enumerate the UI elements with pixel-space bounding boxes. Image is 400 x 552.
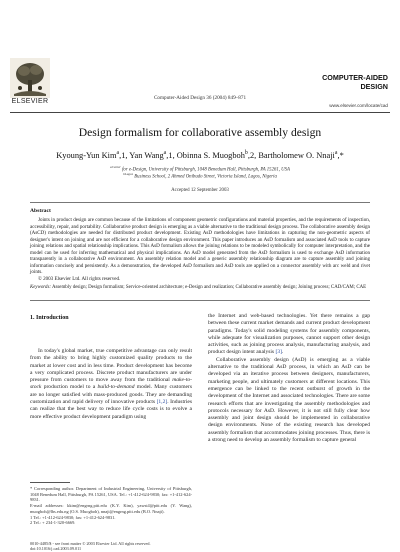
paper-title: Design formalism for collaborative assembly design <box>78 126 322 139</box>
keywords <box>30 285 370 291</box>
intro-p1-emph: make-to-stock <box>30 377 192 391</box>
journal-name-line1: COMPUTER-AIDED <box>322 73 388 82</box>
citation-link[interactable]: [3] <box>275 349 282 356</box>
abstract-top-divider <box>30 202 370 203</box>
section-heading-introduction: 1. Introduction <box>30 315 69 321</box>
footnote-email: E-mail addresses: kkim@engrng.pitt.edu (K.Y. Kim), yawst4@pitt.edu (Y. Wang), muogboh@lbs.edu.ng (O.S. Muogboh), nnaji@engrng.pitt.edu (B.O. Nnaji). <box>30 503 192 514</box>
body-column-left <box>30 348 192 421</box>
author-list: Kyoung-Yun Kim$^a$,1, Yan Wang$^a$,1, Obinna S. Muogboh$^b$,2, Bartholomew O. Nnaji$^a$,* <box>56 150 344 160</box>
body-column-right <box>208 313 370 444</box>
footnote-2: 2 Tel.: + 234-1-320-6669. <box>30 520 76 526</box>
citation-link[interactable]: [1,2] <box>156 399 168 406</box>
intro-p1c-part: the Internet and web-based technologies. Yet there remains a gap between these current market demands and current product development paradigms. Today's solid modeling systems for assembly components, while adequate for visualization purposes, cannot support other design activities, such as joining process analysis, manufacturing analysis, and product design intent analysis <box>208 313 370 356</box>
accepted-date: Accepted 12 September 2003 <box>171 188 229 193</box>
keywords-text: Assembly design; Design formalism; Service-oriented architecture; e-Design and realization; Collaborative assembly design; Joining process; CAD/CAM; CAE <box>51 285 367 290</box>
journal-citation: Computer-Aided Design 36 (2004) 849–871 <box>153 95 247 101</box>
affiliation-b: $^{bLagos}$ Business School, 2 Ahmed Onibudo Street, Victoria Island, Lagos, Nigeria <box>123 172 277 180</box>
footnote-1: 1 Tel.: +1-412-624-9830; fax: +1-412-624-9831. <box>30 514 116 520</box>
header-divider <box>10 112 390 113</box>
abstract-text: Joints in product design are common because of the limitations of component geometric configurations and material properties, and the requirements of inspection, accessibility, repair, and portability. Collaborative product design is emerging as a viable alternative to the traditional design process. The collaborative assembly design (AsCD) methodologies are needed for distributed product development. Existing AsD methodologies have limitations in capturing the non-geometric aspects of designer's intent on joining and are not efficient for a collaborative design environment. This paper introduces an AsD formalism and associated AsD tools to capture joining relations and spatial relationship implications. This AsD formalism allows the joining relations to be modeled symbolically for computer interpretation, and the model can be used for inferring mathematical and physical implications. An AsD model generated from the AsD formalism is used to exchange AsD information transparently in a collaborative AsD environment. An assembly relation model and a generic assembly relationship diagram are to capture assembly and joining information concisely and persistently. As a demonstration, the developed AsD formalism and AsD tools are applied on a connector assembly with arc weld and rivet joints. <box>30 217 370 275</box>
footnote-corresponding: * Corresponding author. Department of Industrial Engineering, University of Pittsburgh, 1048 Benedum Hall, Pittsburgh, PA 15261, USA. Tel.: +1-412-624-9830; fax: +1-412-624-9831. <box>30 486 192 503</box>
intro-paragraph-1 <box>30 348 192 421</box>
intro-p1-part: model. Many customers are no longer satisfied with mass-produced goods. They are demanding customization and rapid delivery of innovative products <box>30 384 193 406</box>
elsevier-tree-logo-icon <box>10 58 50 98</box>
footnote-divider <box>30 482 70 483</box>
abstract-body <box>30 217 370 282</box>
intro-paragraph-1-cont <box>208 313 370 357</box>
issn-line: 0010-4485/$ - see front matter © 2003 Elsevier Ltd. All rights reserved. <box>30 541 151 546</box>
journal-url-link[interactable]: www.elsevier.com/locate/cad <box>329 103 388 108</box>
intro-p1c-part: . <box>281 349 284 356</box>
abstract-heading: Abstract <box>30 208 51 214</box>
publisher-name: ELSEVIER <box>11 98 49 105</box>
doi-line: doi:10.1016/j.cad.2003.09.011 <box>30 546 82 552</box>
keywords-label: Keywords: <box>30 285 52 290</box>
front-matter-meta <box>30 541 151 552</box>
affiliation-a: $^{aCenter}$ for e-Design, University of Pittsburgh, 1048 Benedum Hall, Pittsburgh, PA 15261, USA <box>110 165 290 173</box>
intro-paragraph-2: Collaborative assembly design (AsD) is emerging as a viable alternative to the traditional AsD process, in which an AsD can be developed via an iterative process between designers, manufacturers, marketing people, and ultimately customers at different locations. This emergence can be linked to the recent outburst of growth in the development of the Internet and associated technologies. There are some research efforts that are investigating the assembly methodologies and protocols necessary for AsD. However, it is not still fully clear how assembly and joint design should be implemented in collaborative design environments. None of the existing research has developed assembly formalism that accommodates joining processes. Thus, there is a strong need to develop an assembly formalism to capture general <box>208 356 370 444</box>
journal-name <box>308 73 388 91</box>
journal-name-line2: DESIGN <box>360 82 388 91</box>
abstract-copyright: © 2003 Elsevier Ltd. All rights reserved. <box>38 275 121 282</box>
intro-p1-part: . Industries can realize that the best way to reduce life cycle costs is to evolve a more effective product development paradigm using <box>30 399 192 420</box>
intro-p1-part: In today's global market, true competitive advantage can only result from the ability to bring highly customized quality products to the market at lower cost and in less time. Product development has become a very complicated process. Discrete product manufacturers are under pressure from customers to move away from the traditional <box>30 348 192 384</box>
footnotes <box>30 486 192 526</box>
intro-p1-part: production model to a <box>41 384 98 391</box>
intro-p1-emph: build-to-demand <box>97 384 135 391</box>
abstract-bottom-divider <box>30 300 370 301</box>
